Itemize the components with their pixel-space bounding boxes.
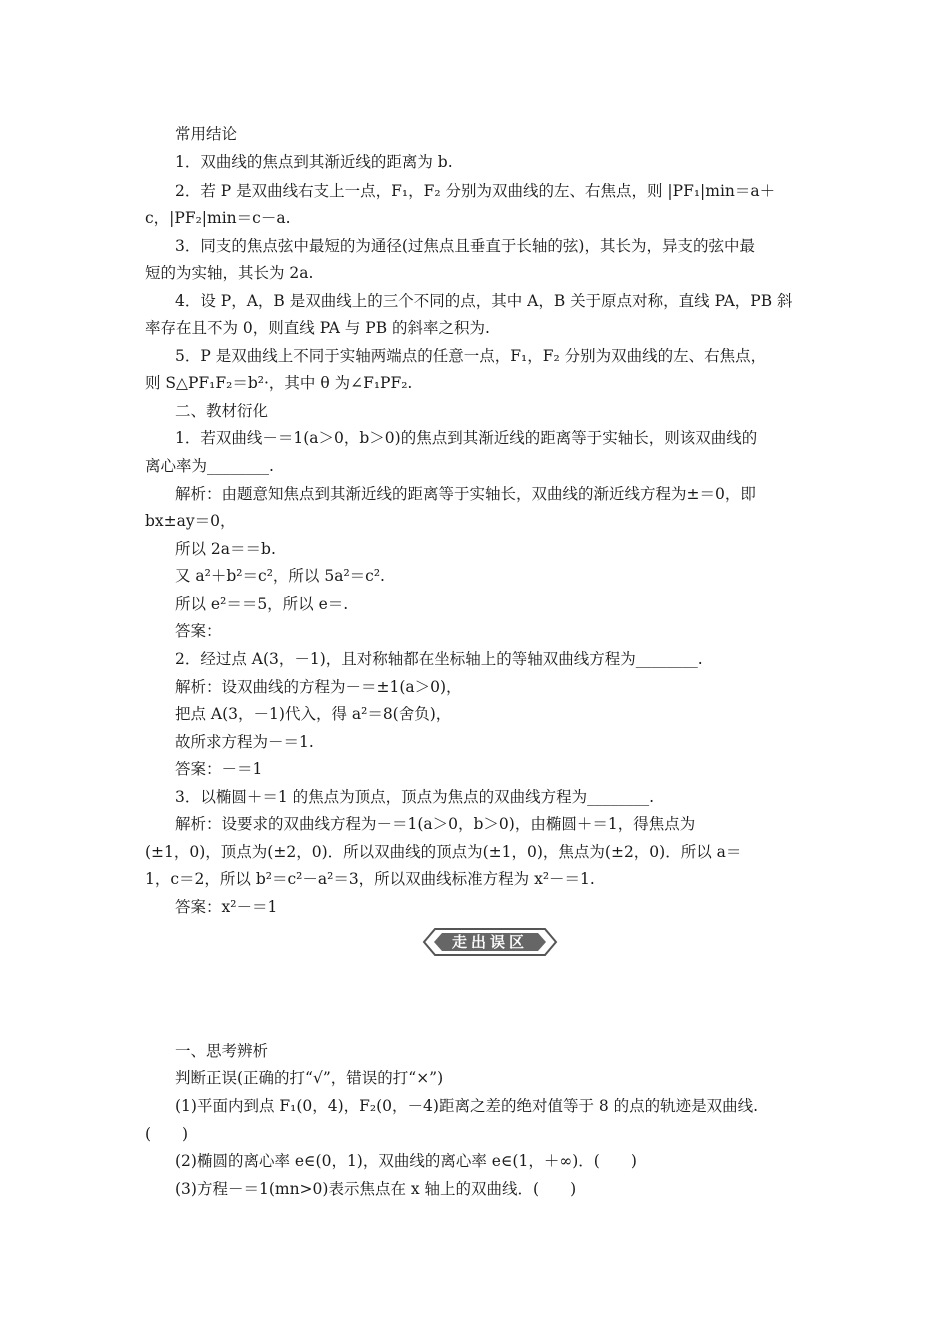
paragraph-line: 3．同支的焦点弦中最短的为通径(过焦点且垂直于长轴的弦)，其长为，异支的弦中最 [175, 237, 755, 255]
paragraph-line: 2．若 P 是双曲线右支上一点，F₁，F₂ 分别为双曲线的左、右焦点，则 |PF₁|min＝a＋ [175, 182, 776, 200]
answer-line: 答案：x²－＝1 [175, 898, 278, 916]
section-heading: 二、教材衍化 [175, 402, 269, 420]
section-heading: 一、思考辨析 [175, 1042, 269, 1060]
answer-line: 答案： [175, 622, 222, 640]
paragraph-line: 5．P 是双曲线上不同于实轴两端点的任意一点，F₁，F₂ 分别为双曲线的左、右焦点， [175, 347, 767, 365]
solution-line: 又 a²＋b²＝c²，所以 5a²＝c². [175, 567, 385, 585]
solution-line: 解析：设双曲线的方程为－＝±1(a＞0)， [175, 678, 462, 696]
paragraph-line: 2．经过点 A(3，－1)，且对称轴都在坐标轴上的等轴双曲线方程为________. [175, 650, 703, 668]
solution-line: 所以 e²＝＝5，所以 e＝. [175, 595, 349, 613]
paragraph-line: 1．若双曲线－＝1(a＞0，b＞0)的焦点到其渐近线的距离等于实轴长，则该双曲线的 [175, 429, 758, 447]
question-blank: ( ) [145, 1125, 189, 1143]
solution-line: 把点 A(3，－1)代入，得 a²＝8(舍负)， [175, 705, 452, 723]
paragraph-line: 短的为实轴，其长为 2a. [145, 264, 314, 282]
paragraph-line: 则 S△PF₁F₂＝b²·，其中 θ 为∠F₁PF₂. [145, 374, 413, 392]
question-line: (2)椭圆的离心率 e∈(0，1)，双曲线的离心率 e∈(1，＋∞)．( ) [175, 1152, 637, 1170]
question-line: (1)平面内到点 F₁(0，4)，F₂(0，－4)距离之差的绝对值等于 8 的点的轨迹是双曲线. [175, 1097, 759, 1115]
solution-line: 解析：由题意知焦点到其渐近线的距离等于实轴长，双曲线的渐近线方程为±＝0，即 [175, 485, 756, 503]
solution-line: 故所求方程为－＝1. [175, 733, 314, 751]
paragraph-line: 率存在且不为 0，则直线 PA 与 PB 的斜率之积为. [145, 319, 490, 337]
solution-line: 解析：设要求的双曲线方程为－＝1(a＞0，b＞0)，由椭圆＋＝1，得焦点为 [175, 815, 696, 833]
question-line: (3)方程－＝1(mn>0)表示焦点在 x 轴上的双曲线．( ) [175, 1180, 577, 1198]
paragraph-line: 4．设 P，A，B 是双曲线上的三个不同的点，其中 A，B 关于原点对称，直线 PA，PB 斜 [175, 292, 793, 310]
banner-label: 走出误区 [451, 933, 529, 951]
heading-common-conclusions: 常用结论 [175, 125, 238, 143]
paragraph-line: 3．以椭圆＋＝1 的焦点为顶点，顶点为焦点的双曲线方程为________. [175, 788, 655, 806]
paragraph-line: 离心率为________. [145, 457, 274, 475]
answer-line: 答案：－＝1 [175, 760, 263, 778]
solution-line: 所以 2a＝＝b. [175, 540, 276, 558]
section-banner [420, 927, 560, 957]
paragraph-line: c，|PF₂|min＝c－a. [145, 209, 291, 227]
solution-line: bx±ay＝0， [145, 512, 236, 530]
paragraph-line: 判断正误(正确的打“√”，错误的打“×”) [175, 1069, 444, 1087]
solution-line: 1，c＝2，所以 b²＝c²－a²＝3，所以双曲线标准方程为 x²－＝1. [145, 870, 595, 888]
solution-line: (±1，0)，顶点为(±2，0)．所以双曲线的顶点为(±1，0)，焦点为(±2，0)．所以 a＝ [145, 843, 742, 861]
paragraph-line: 1．双曲线的焦点到其渐近线的距离为 b. [175, 153, 453, 171]
